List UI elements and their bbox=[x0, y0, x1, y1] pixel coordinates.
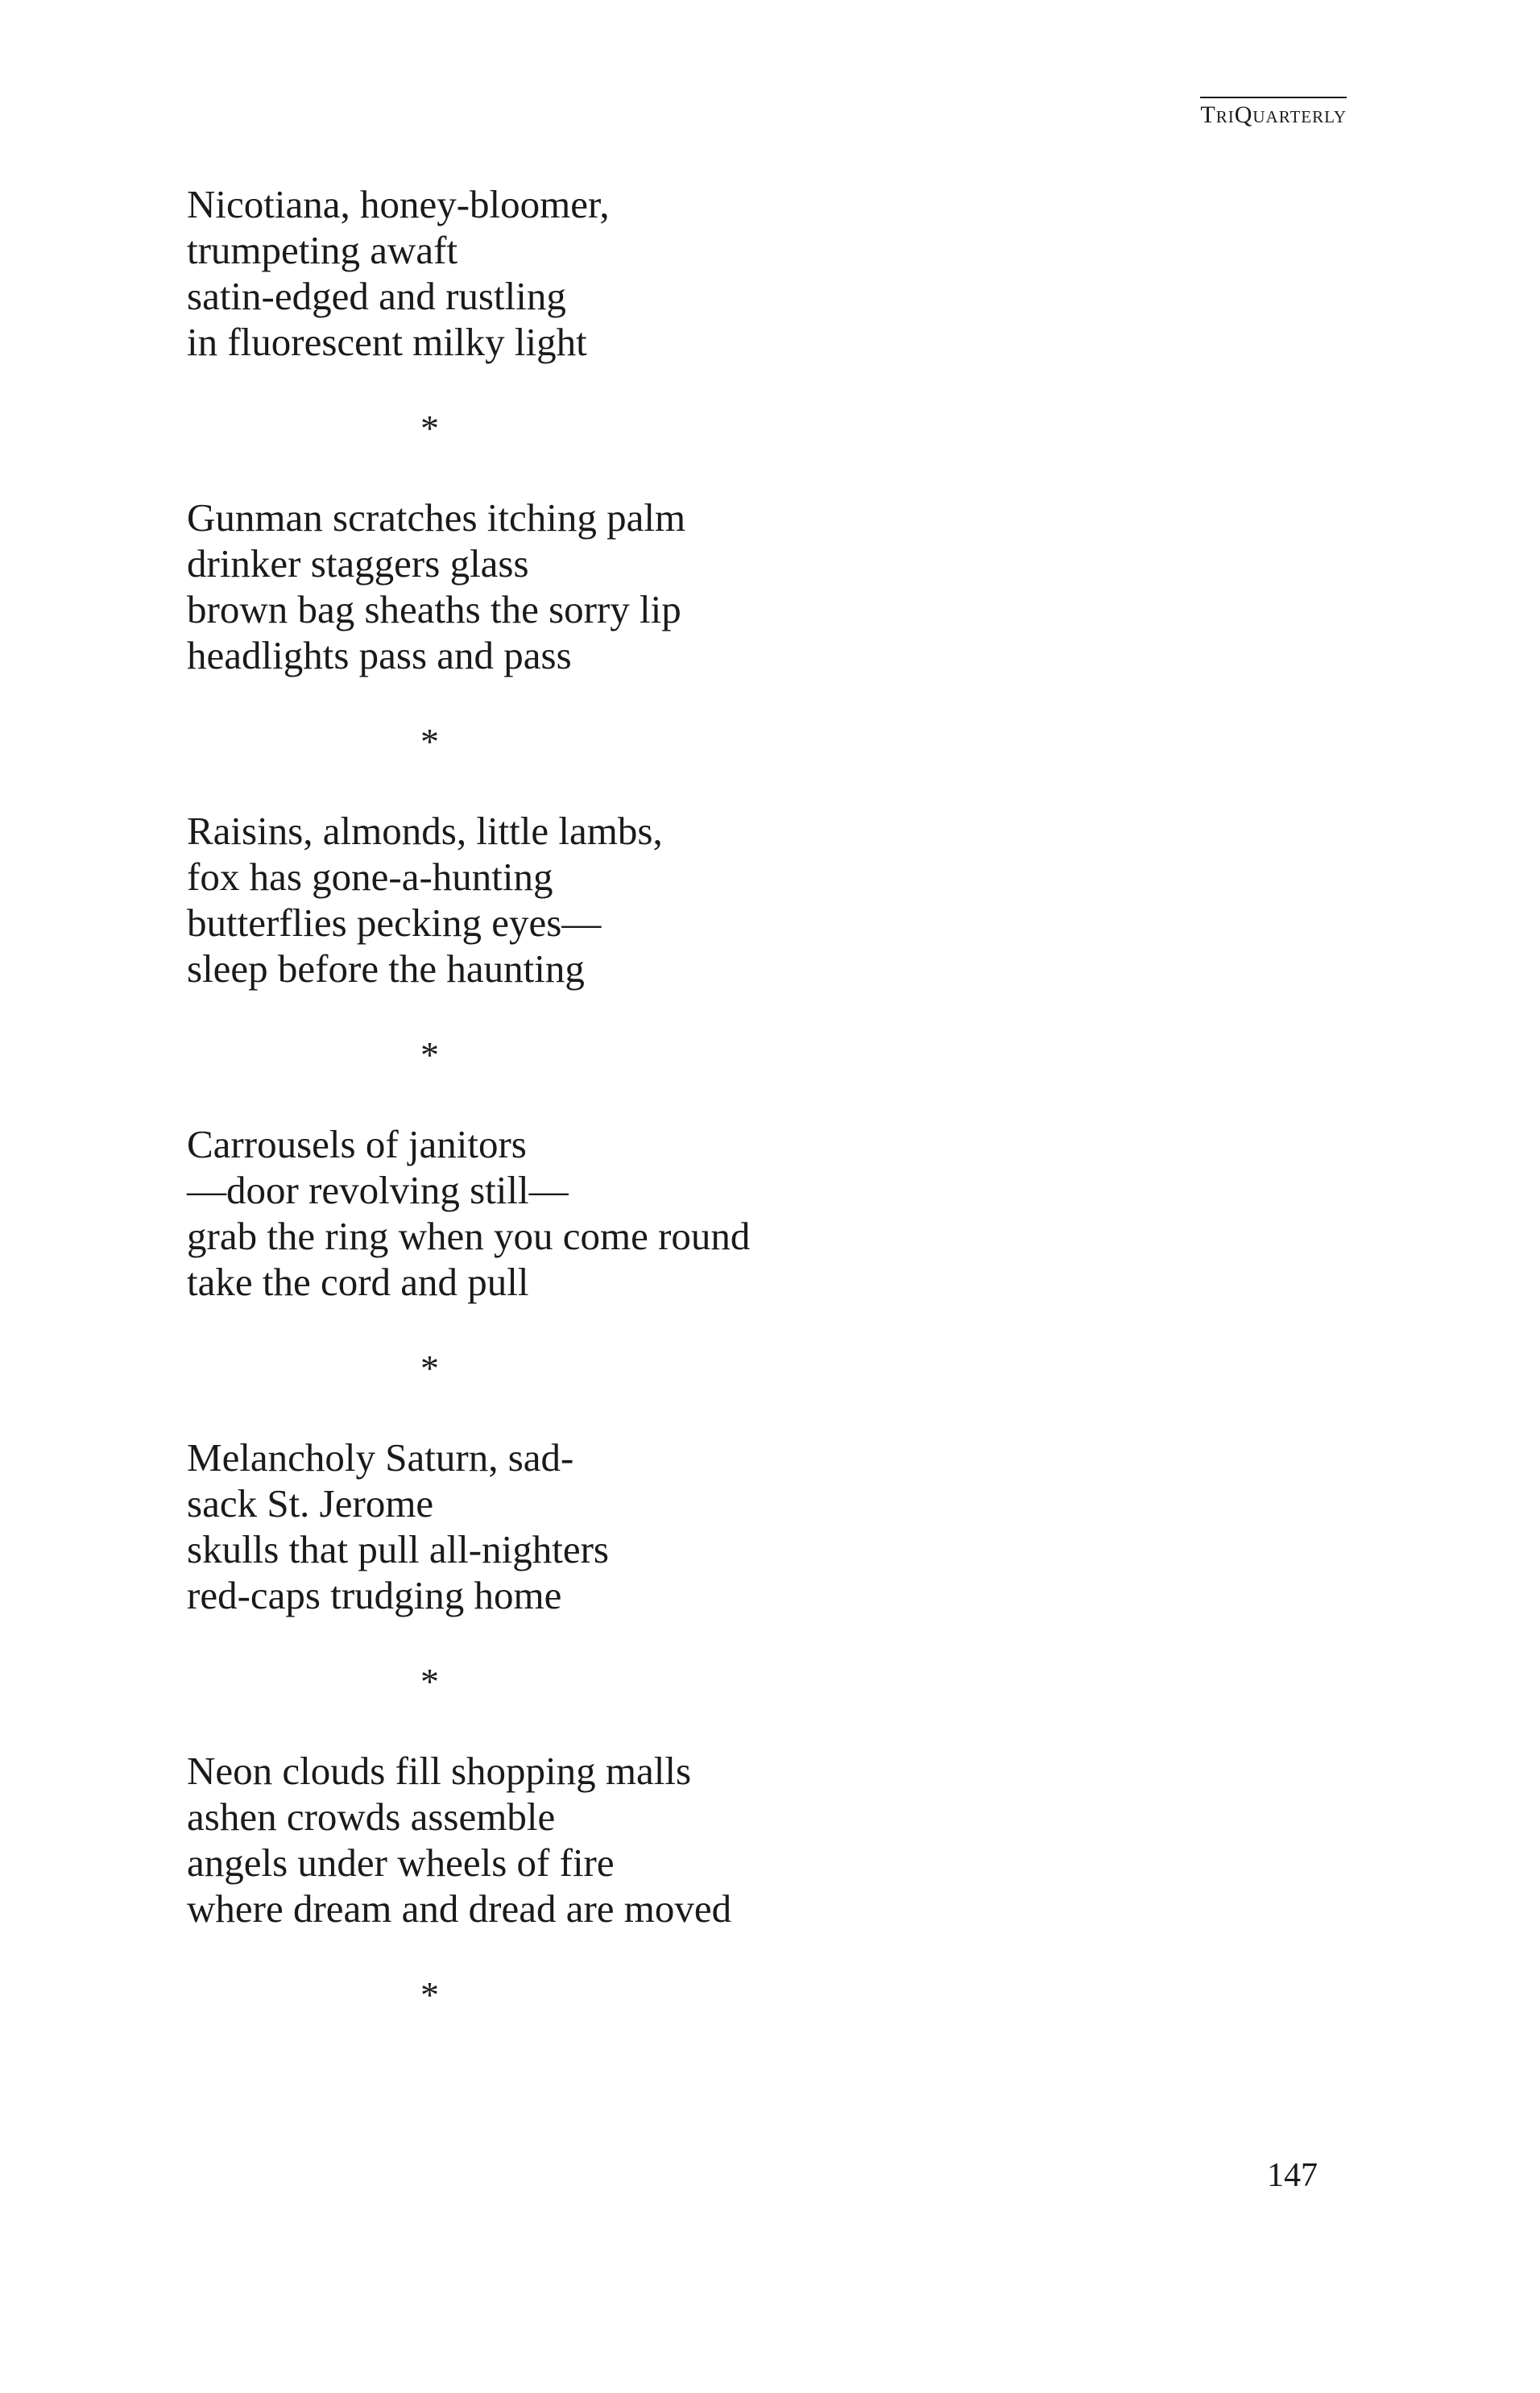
poem-line: Neon clouds fill shopping malls bbox=[187, 1749, 692, 1793]
poem-line: Melancholy Saturn, sad- bbox=[187, 1435, 574, 1480]
running-head: TriQuarterly bbox=[1200, 97, 1347, 127]
stanza-5 bbox=[187, 1435, 1234, 1618]
poem-line: drinker staggers glass bbox=[187, 541, 529, 586]
poem-body bbox=[187, 181, 1234, 2061]
stanza-separator: * bbox=[420, 1348, 439, 1389]
poem-line: Gunman scratches itching palm bbox=[187, 495, 686, 540]
poem-line: brown bag sheaths the sorry lip bbox=[187, 587, 681, 631]
stanza-separator: * bbox=[420, 721, 439, 762]
stanza-2 bbox=[187, 495, 1234, 678]
poem-line: headlights pass and pass bbox=[187, 633, 572, 677]
poem-line: where dream and dread are moved bbox=[187, 1886, 732, 1931]
poem-line: Carrousels of janitors bbox=[187, 1122, 527, 1166]
stanza-separator: * bbox=[420, 1974, 439, 2015]
stanza-3 bbox=[187, 808, 1234, 992]
poem-line: fox has gone-a-hunting bbox=[187, 855, 553, 899]
stanza-separator: * bbox=[420, 408, 439, 449]
stanza-separator: * bbox=[420, 1034, 439, 1075]
poem-line: grab the ring when you come round bbox=[187, 1214, 751, 1258]
poem-line: ashen crowds assemble bbox=[187, 1795, 556, 1839]
poem-line: Raisins, almonds, little lambs, bbox=[187, 809, 663, 853]
poem-line: satin-edged and rustling bbox=[187, 274, 566, 318]
poem-line: in fluorescent milky light bbox=[187, 320, 587, 364]
poem-line: —door revolving still— bbox=[187, 1168, 569, 1212]
poem-line: Nicotiana, honey-bloomer, bbox=[187, 182, 610, 226]
poem-line: take the cord and pull bbox=[187, 1260, 529, 1304]
poem-line: angels under wheels of fire bbox=[187, 1840, 615, 1885]
stanza-6 bbox=[187, 1748, 1234, 1931]
poem-line: skulls that pull all-nighters bbox=[187, 1527, 609, 1571]
poem-line: sleep before the haunting bbox=[187, 946, 585, 991]
poem-line: butterflies pecking eyes— bbox=[187, 900, 602, 945]
stanza-4 bbox=[187, 1121, 1234, 1305]
poem-line: trumpeting awaft bbox=[187, 228, 458, 272]
stanza-separator: * bbox=[420, 1661, 439, 1702]
poem-line: red-caps trudging home bbox=[187, 1573, 562, 1617]
page-number: 147 bbox=[1267, 2157, 1318, 2194]
poem-line: sack St. Jerome bbox=[187, 1481, 434, 1526]
stanza-1 bbox=[187, 181, 1234, 365]
